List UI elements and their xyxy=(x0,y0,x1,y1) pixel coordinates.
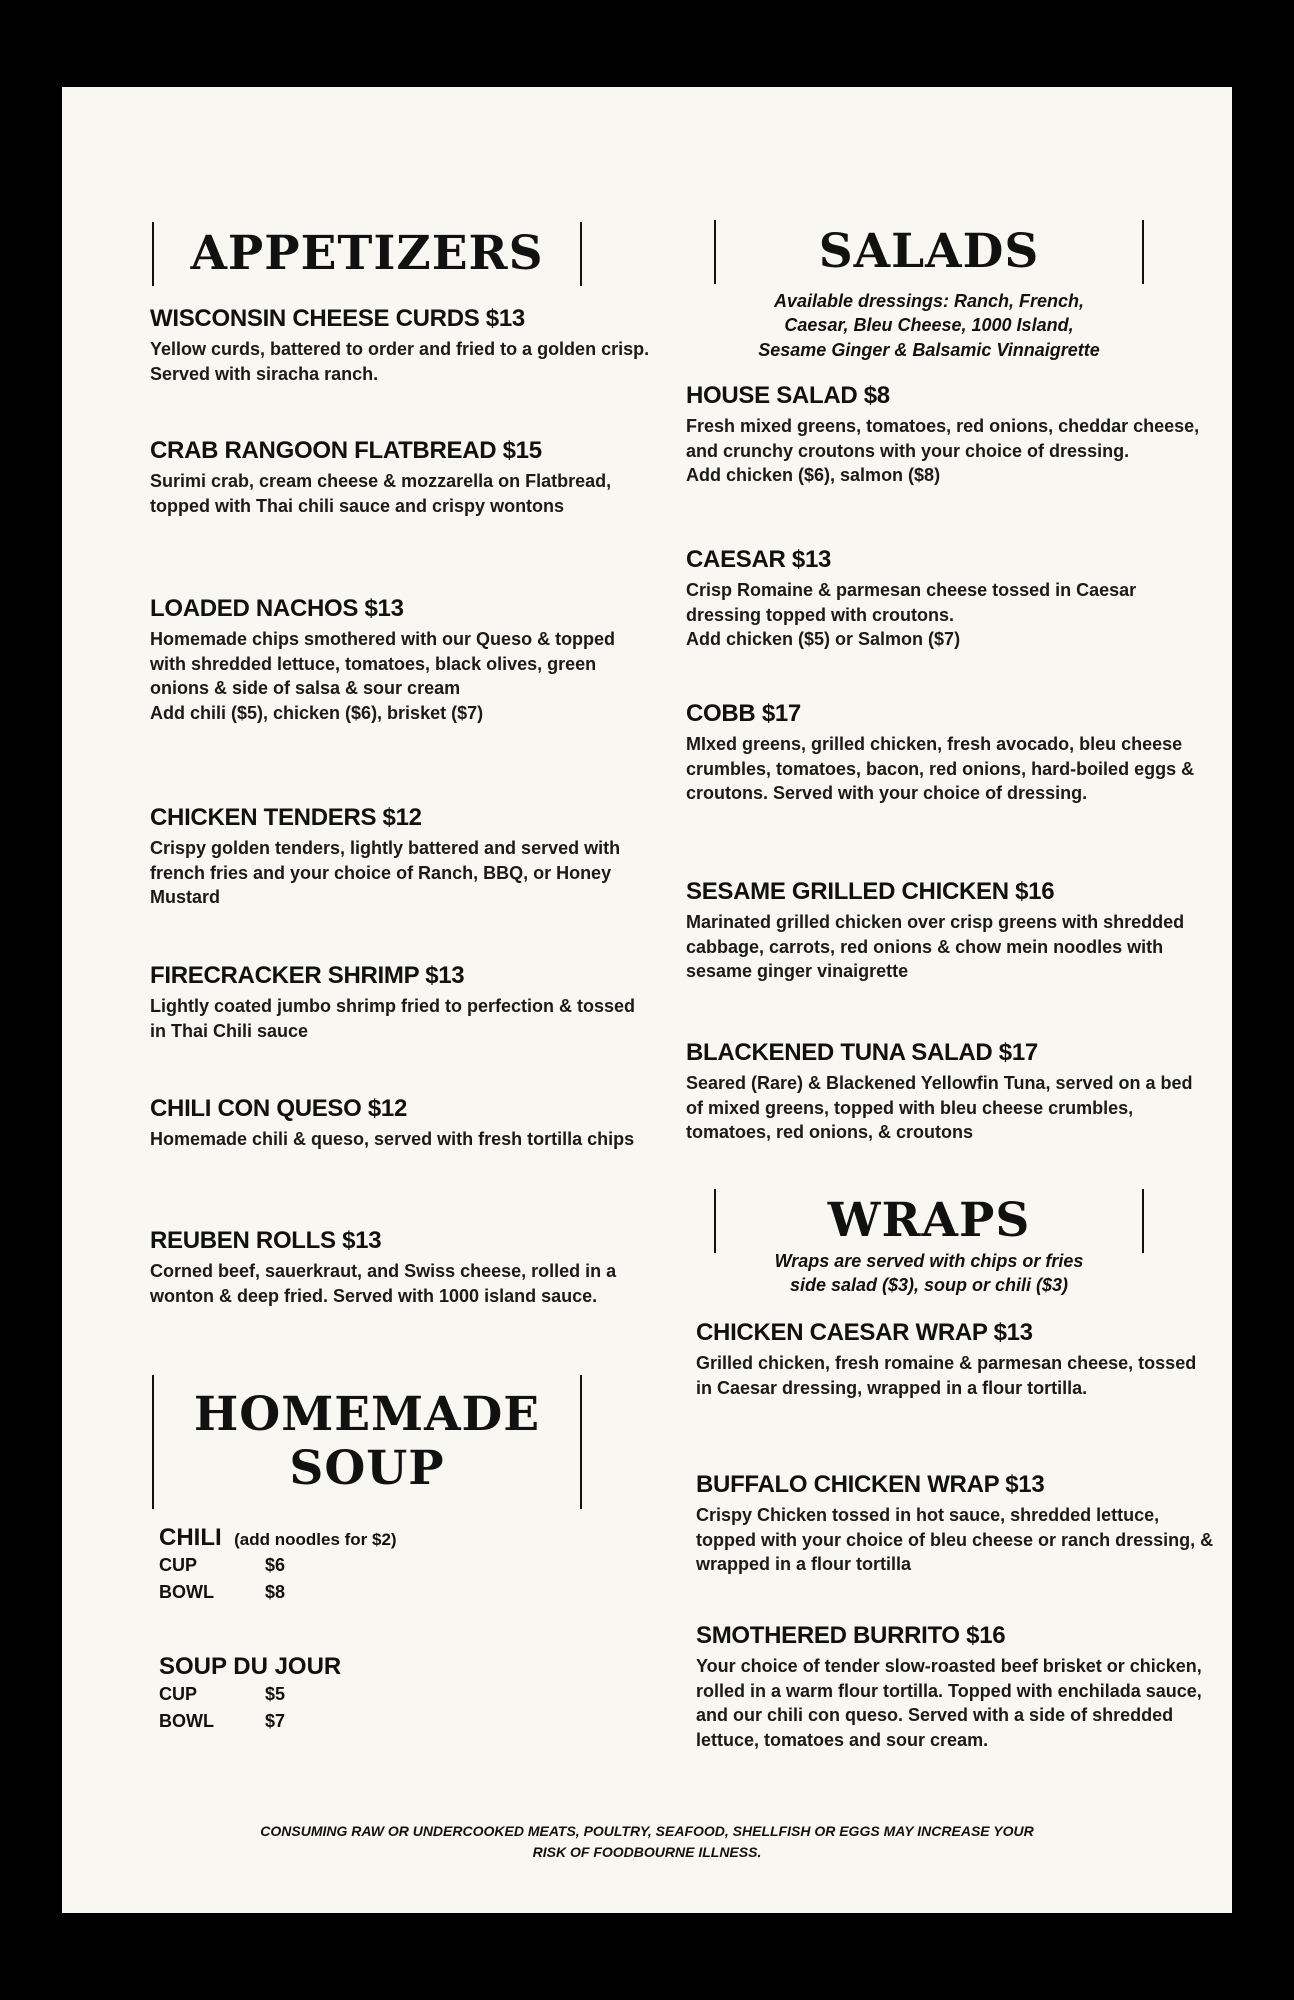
item-description: Marinated grilled chicken over crisp greens with shredded cabbage, carrots, red onions & chow mein noodles with sesame ginger vinaigrette xyxy=(686,912,1185,982)
item-title: LOADED NACHOS $13 xyxy=(150,595,404,622)
item-title: CRAB RANGOON FLATBREAD $15 xyxy=(150,437,542,464)
item-title: BLACKENED TUNA SALAD $17 xyxy=(686,1039,1038,1066)
item-description: MIxed greens, grilled chicken, fresh avocado, bleu cheese crumbles, tomatoes, bacon, red onions, hard-boiled eggs & croutons. Served with your choice of dressing. xyxy=(686,734,1195,804)
menu-item xyxy=(150,437,650,518)
cup-label: CUP xyxy=(159,1684,198,1704)
appetizers-heading-box xyxy=(152,222,582,286)
food-safety-disclaimer xyxy=(62,1821,1232,1863)
menu-item xyxy=(150,595,650,726)
soup-bowl-row xyxy=(159,1579,397,1606)
item-description: Corned beef, sauerkraut, and Swiss cheese, rolled in a wonton & deep fried. Served with 1000 island sauce. xyxy=(150,1261,617,1306)
menu-item xyxy=(686,700,1206,806)
soup-cup-row xyxy=(159,1681,341,1708)
item-description: Yellow curds, battered to order and fried to a golden crisp. Served with siracha ranch. xyxy=(150,339,650,384)
item-description: Your choice of tender slow-roasted beef brisket or chicken, rolled in a warm flour tortilla. Topped with enchilada sauce, and our chili con queso. Served with a side of shredded lettuce, tomatoes and sour cream. xyxy=(696,1656,1202,1750)
salads-heading-box xyxy=(714,220,1144,284)
item-title: COBB $17 xyxy=(686,700,801,727)
item-title: WISCONSIN CHEESE CURDS $13 xyxy=(150,305,525,332)
item-description: Homemade chili & queso, served with fresh tortilla chips xyxy=(150,1129,635,1149)
menu-item xyxy=(686,1039,1206,1145)
menu-item xyxy=(696,1319,1216,1400)
soup-heading xyxy=(194,1388,540,1496)
item-description: Crisp Romaine & parmesan cheese tossed in Caesar dressing topped with croutons. Add chicken ($5) or Salmon ($7) xyxy=(686,580,1137,650)
menu-item xyxy=(150,962,650,1043)
item-title: SMOTHERED BURRITO $16 xyxy=(696,1622,1006,1649)
menu-item xyxy=(696,1622,1216,1753)
item-description: Homemade chips smothered with our Queso & topped with shredded lettuce, tomatoes, black olives, green onions & side of salsa & sour cream Add chili ($5), chicken ($6), brisket ($7) xyxy=(150,629,616,723)
menu-item xyxy=(150,804,650,910)
disclaimer-line1: CONSUMING RAW OR UNDERCOOKED MEATS, POULTRY, SEAFOOD, SHELLFISH OR EGGS MAY INCREASE YOUR xyxy=(260,1823,1034,1839)
wraps-heading: WRAPS xyxy=(827,1192,1031,1248)
cup-label: CUP xyxy=(159,1555,198,1575)
item-title: CAESAR $13 xyxy=(686,546,832,573)
menu-page xyxy=(62,87,1232,1913)
menu-item xyxy=(696,1471,1216,1577)
item-title: BUFFALO CHICKEN WRAP $13 xyxy=(696,1471,1045,1498)
disclaimer-line2: RISK OF FOODBOURNE ILLNESS. xyxy=(532,1844,762,1860)
bowl-label: BOWL xyxy=(159,1582,214,1602)
menu-item xyxy=(686,878,1206,984)
item-description: Grilled chicken, fresh romaine & parmesan cheese, tossed in Caesar dressing, wrapped in a flour tortilla. xyxy=(696,1353,1197,1398)
soup-cup-row xyxy=(159,1552,397,1579)
item-description: Seared (Rare) & Blackened Yellowfin Tuna, served on a bed of mixed greens, topped with bleu cheese crumbles, tomatoes, red onions, & croutons xyxy=(686,1073,1193,1143)
bowl-label: BOWL xyxy=(159,1711,214,1731)
item-title: SESAME GRILLED CHICKEN $16 xyxy=(686,878,1055,905)
dressings-note: Available dressings: Ranch, French, Caesar, Bleu Cheese, 1000 Island, Sesame Ginger & Balsamic Vinnaigrette xyxy=(758,291,1100,360)
soup-bowl-row xyxy=(159,1708,341,1735)
wraps-heading-box xyxy=(714,1189,1144,1253)
menu-item xyxy=(150,1227,650,1308)
appetizers-heading: APPETIZERS xyxy=(190,225,544,281)
soup-heading-line1: HOMEMADE xyxy=(193,1386,541,1442)
soup-heading-line2: SOUP xyxy=(289,1441,445,1496)
bowl-price: $8 xyxy=(265,1582,286,1602)
item-description: Fresh mixed greens, tomatoes, red onions, cheddar cheese, and crunchy croutons with your choice of dressing. Add chicken ($6), salmon ($8) xyxy=(686,416,1200,486)
bowl-price: $7 xyxy=(265,1711,286,1731)
soup-du-jour xyxy=(159,1653,341,1735)
item-description: Lightly coated jumbo shrimp fried to perfection & tossed in Thai Chili sauce xyxy=(150,996,636,1041)
cup-price: $5 xyxy=(265,1684,286,1704)
item-description: Crispy golden tenders, lightly battered and served with french fries and your choice of Ranch, BBQ, or Honey Mustard xyxy=(150,838,621,908)
menu-item xyxy=(686,546,1206,652)
item-title: HOUSE SALAD $8 xyxy=(686,382,890,409)
soup-chili xyxy=(159,1524,397,1606)
item-title: FIRECRACKER SHRIMP $13 xyxy=(150,962,465,989)
menu-item xyxy=(150,1095,650,1152)
item-description: Crispy Chicken tossed in hot sauce, shredded lettuce, topped with your choice of bleu cheese or ranch dressing, & wrapped in a flour tortilla xyxy=(696,1505,1214,1575)
item-title: REUBEN ROLLS $13 xyxy=(150,1227,382,1254)
menu-item xyxy=(150,305,650,386)
item-description: Surimi crab, cream cheese & mozzarella on Flatbread, topped with Thai chili sauce and crispy wontons xyxy=(150,471,612,516)
soup-title: SOUP DU JOUR xyxy=(159,1653,342,1680)
salads-heading: SALADS xyxy=(818,223,1040,279)
menu-item xyxy=(686,382,1206,488)
cup-price: $6 xyxy=(265,1555,286,1575)
soup-note: (add noodles for $2) xyxy=(234,1530,397,1549)
item-title: CHILI CON QUESO $12 xyxy=(150,1095,408,1122)
soup-heading-box xyxy=(152,1375,582,1509)
soup-title: CHILI xyxy=(159,1524,222,1551)
item-title: CHICKEN CAESAR WRAP $13 xyxy=(696,1319,1033,1346)
wraps-note: Wraps are served with chips or fries side salad ($3), soup or chili ($3) xyxy=(774,1251,1084,1296)
item-title: CHICKEN TENDERS $12 xyxy=(150,804,422,831)
